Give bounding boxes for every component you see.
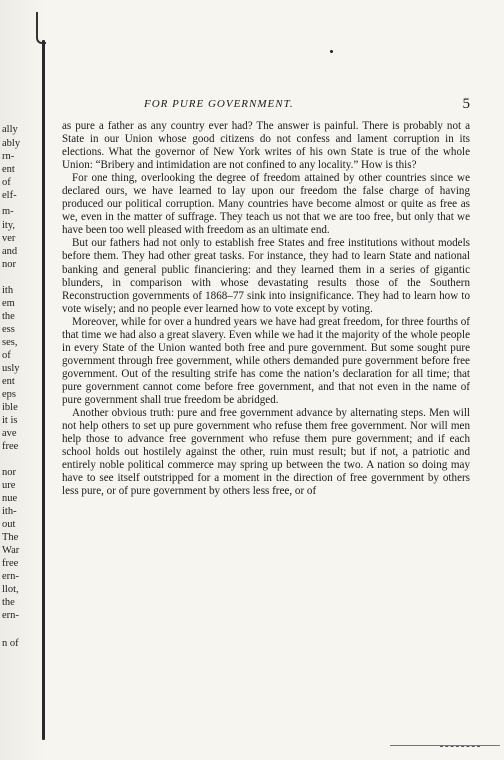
paragraph: Another obvious truth: pure and free government advance by alternating steps. Men will not help others to set up pure government who refuse them free government. Nor will men help those to advance free government who refuse them pure government; and if each school holds out hostilely against the other, ruin must result; but if not, a patriotic and entirely noble political commerce may spring up between the two. A nation so doing may have to see itself outstripped for a moment in the direction of free government by others less pure, or of pure government by others less free, or of [62,407,470,498]
page-edge-line [390,745,500,746]
facing-page-fragment: ave [2,428,17,439]
paragraph: For one thing, overlooking the degree of freedom attained by other countries since we declared ours, we have learned to lay upon our freedom the false charge of having produced our political corruption. Many countries have become almost or quite as free as we, even in the matter of suffrage. They teach us not that we are too free, but only that we have been too well pleased with freedom as an ultimate end. [62,172,470,237]
facing-page-fragment: it is [2,415,18,426]
facing-page-fragment: ern- [2,610,19,621]
facing-page-fragments [2,0,42,760]
facing-page-fragment: of [2,350,11,361]
facing-page-fragment: llot, [2,584,19,595]
facing-page-fragment: ver [2,233,16,244]
facing-page-fragment: nor [2,259,16,270]
facing-page-fragment: m- [2,206,14,217]
running-head: FOR PURE GOVERNMENT. [144,98,294,110]
facing-page-fragment: ure [2,480,16,491]
page-number: 5 [462,96,470,112]
facing-page-fragment: ith- [2,506,17,517]
facing-page-fragment: of [2,177,11,188]
facing-page-fragment: the [2,311,15,322]
facing-page-fragment: n of [2,638,19,649]
body-text [62,120,470,498]
ink-speck [330,50,333,53]
facing-page-fragment: em [2,298,15,309]
facing-page-fragment: out [2,519,16,530]
facing-page-fragment: ern- [2,571,19,582]
facing-page-fragment: The [2,532,19,543]
facing-page-fragment: nue [2,493,18,504]
facing-page-fragment: and [2,246,18,257]
facing-page-fragment: ses, [2,337,18,348]
facing-page-fragment: ess [2,324,15,335]
facing-page-fragment: usly [2,363,20,374]
facing-page-fragment: free [2,441,19,452]
facing-page-fragment: ible [2,402,18,413]
facing-page-fragment: ith [2,285,14,296]
paragraph: But our fathers had not only to establish free States and free institutions without models before them. They had other great tasks. For instance, they had to learn State and national banking and general public financiering: and they learned them in a series of gigantic blunders, in comparison with whose devastating results those of the Southern Reconstruction governments of 1868–77 sink into insignificance. They had to learn how to vote wisely; and no people ever learned how to vote except by voting. [62,237,470,315]
paragraph: Moreover, while for over a hundred years we have had great freedom, for three fourths of that time we had also a great slavery. Even while we had it the majority of the whole people in every State of the Union wanted both free and pure government. But some sought pure government through free government, while others demanded pure government before free government. Out of the resulting strife has come the nation’s declaration for all time; that pure government cannot come before free government, and that not even in the name of pure government shall true freedom be abridged. [62,315,470,406]
page-header [62,96,470,116]
facing-page-fragment: ent [2,376,15,387]
facing-page-fragment: ity, [2,220,16,231]
facing-page-fragment: eps [2,389,16,400]
book-page [62,96,470,498]
facing-page-fragment: nor [2,467,16,478]
facing-page-fragment: rn- [2,151,15,162]
facing-page-fragment: free [2,558,19,569]
facing-page-fragment: the [2,597,15,608]
facing-page-fragment: ably [2,138,21,149]
facing-page-fragment: War [2,545,20,556]
paragraph: as pure a father as any country ever had? The answer is painful. There is probably not a State in our Union whose good citizens do not confess and lament corruption in its elections. What the governor of New York writes of his own State is true of the whole Union: “Bribery and intimidation are not confined to any locality.” How is this? [62,120,470,172]
binding-spine [42,40,45,740]
facing-page-fragment: ally [2,124,18,135]
facing-page-fragment: ent [2,164,15,175]
facing-page-fragment: elf- [2,190,17,201]
